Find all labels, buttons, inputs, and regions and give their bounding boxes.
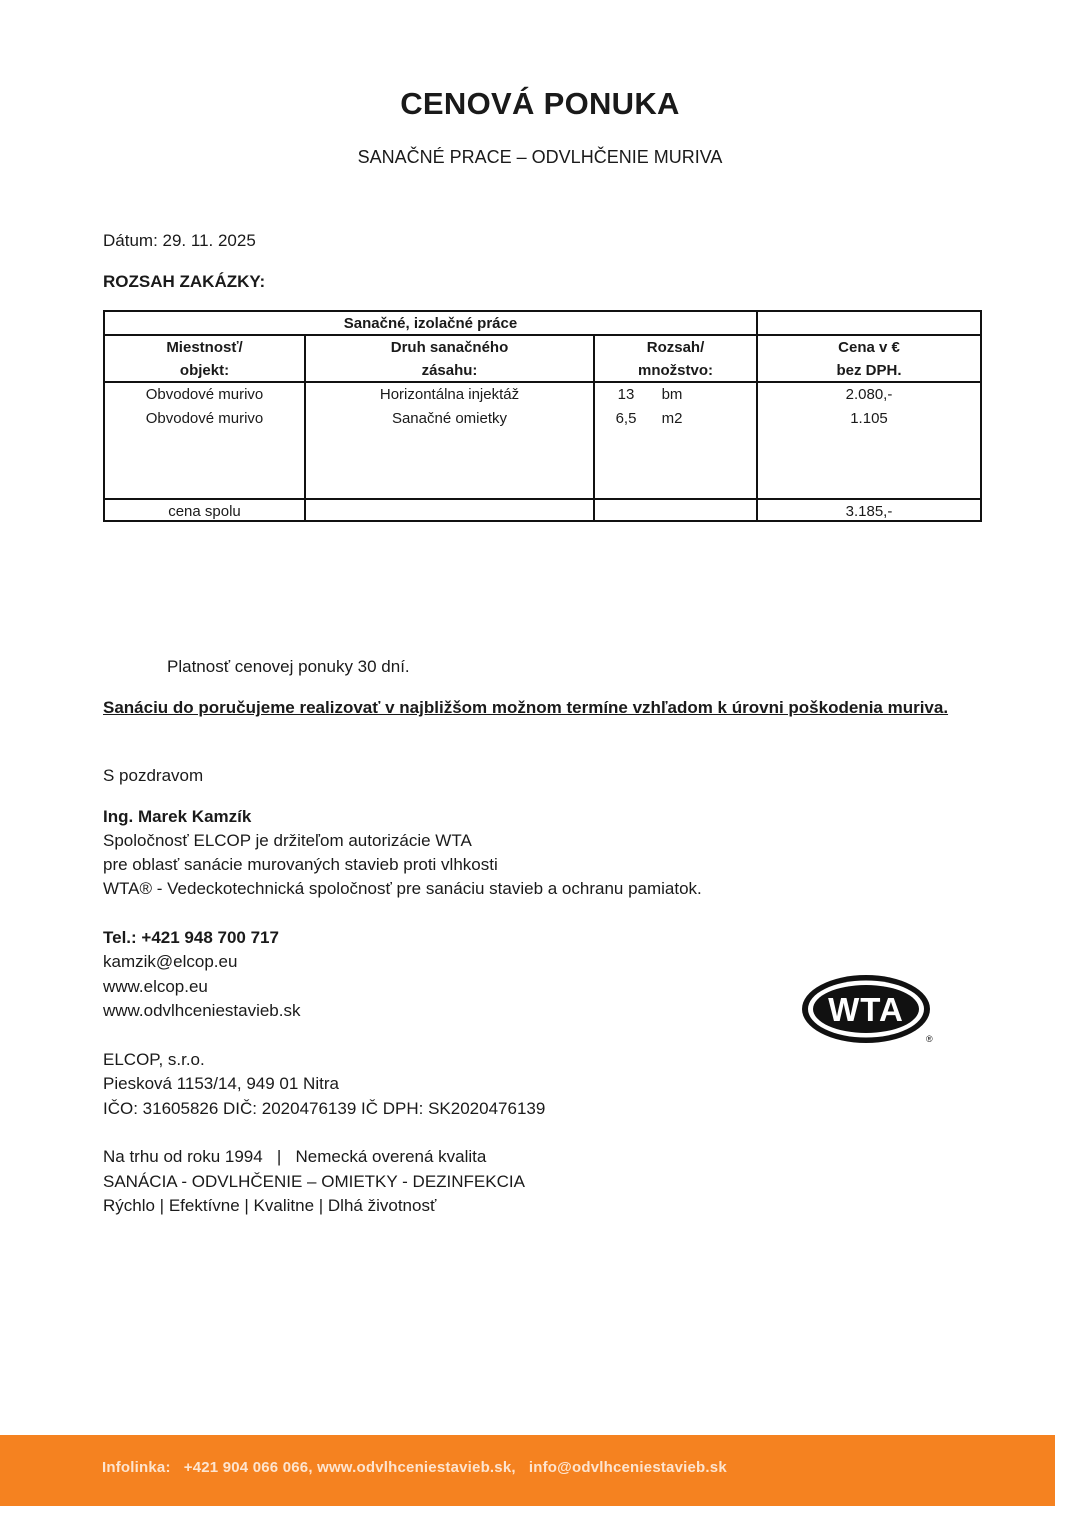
slogan-line: Na trhu od roku 1994 | Nemecká overená kvalita: [103, 1147, 487, 1166]
slogan-line: SANÁCIA - ODVLHČENIE – OMIETKY - DEZINFEKCIA: [103, 1172, 525, 1191]
company-name: ELCOP, s.r.o.: [103, 1050, 205, 1069]
svg-text:®: ®: [926, 1034, 933, 1044]
column-header-quantity: Rozsah/ množstvo:: [638, 339, 713, 379]
table-cell-price: 1.105: [850, 410, 888, 427]
table-cell-object: Obvodové murivo: [145, 386, 264, 403]
scope-heading: ROZSAH ZAKÁZKY:: [103, 272, 266, 291]
company-address: Piesková 1153/14, 949 01 Nitra: [103, 1074, 339, 1093]
date-line: Dátum: 29. 11. 2025: [103, 231, 256, 250]
phone: Tel.: +421 948 700 717: [103, 928, 279, 947]
email-link[interactable]: kamzik@elcop.eu: [103, 952, 238, 971]
price-table: [103, 310, 982, 522]
wta-logo: [800, 972, 936, 1048]
signature-line: pre oblasť sanácie murovaných stavieb proti vlhkosti: [103, 855, 498, 874]
table-cell-object: Obvodové murivo: [145, 410, 264, 427]
company-ids: IČO: 31605826 DIČ: 2020476139 IČ DPH: SK2020476139: [103, 1099, 546, 1118]
wta-logo-text: WTA: [828, 991, 904, 1028]
slogan-line: Rýchlo | Efektívne | Kvalitne | Dlhá životnosť: [103, 1196, 437, 1215]
column-header-object: Miestnosť/ objekt:: [166, 339, 243, 379]
table-cell-unit: m2: [661, 410, 683, 427]
page-subtitle: SANAČNÉ PRACE – ODVLHČENIE MURIVA: [357, 147, 723, 167]
website-link[interactable]: www.elcop.eu: [103, 977, 208, 996]
signature-line: Spoločnosť ELCOP je držiteľom autorizácie WTA: [103, 831, 472, 850]
table-cell-unit: bm: [661, 386, 683, 403]
footer-bar: [0, 1435, 1055, 1506]
table-cell-qty: 6,5: [615, 410, 637, 427]
table-cell-work: Horizontálna injektáž: [379, 386, 520, 403]
table-total-label: cena spolu: [168, 503, 241, 520]
column-header-price: Cena v € bez DPH.: [836, 339, 902, 379]
table-cell-qty: 13: [617, 386, 635, 403]
signature-name: Ing. Marek Kamzík: [103, 807, 252, 826]
table-group-header: Sanačné, izolačné práce: [343, 315, 518, 332]
website-link[interactable]: www.odvlhceniestavieb.sk: [103, 1001, 301, 1020]
footer-infoline: Infolinka: +421 904 066 066, www.odvlhceniestavieb.sk, info@odvlhceniestavieb.sk: [102, 1459, 727, 1476]
table-cell-price: 2.080,-: [845, 386, 893, 403]
recommendation-note: Sanáciu do poručujeme realizovať v najbližšom možnom termíne vzhľadom k úrovni poškodenia muriva.: [103, 698, 949, 717]
signature-line: WTA® - Vedeckotechnická spoločnosť pre sanáciu stavieb a ochranu pamiatok.: [103, 879, 702, 898]
table-cell-work: Sanačné omietky: [391, 410, 508, 427]
column-header-work: Druh sanačného zásahu:: [390, 339, 509, 379]
greeting: S pozdravom: [103, 766, 204, 785]
validity-note: Platnosť cenovej ponuky 30 dní.: [167, 657, 410, 676]
page-title: CENOVÁ PONUKA: [400, 86, 680, 121]
table-total-price: 3.185,-: [845, 503, 893, 520]
